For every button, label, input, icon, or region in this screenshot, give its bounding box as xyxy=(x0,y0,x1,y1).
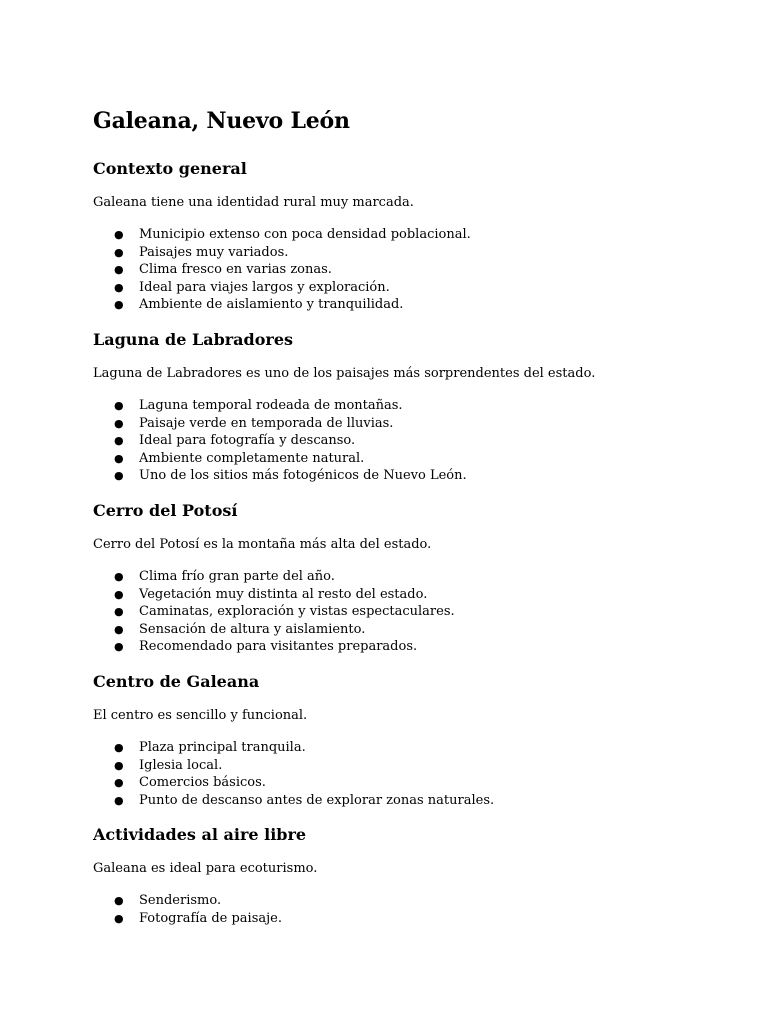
list-item xyxy=(93,226,708,244)
list-item xyxy=(93,415,708,433)
section-heading: Contexto general xyxy=(93,159,247,178)
bullet-icon: ● xyxy=(114,758,124,772)
list-item xyxy=(93,261,708,279)
section-heading: Cerro del Potosí xyxy=(93,500,238,520)
list-item xyxy=(93,757,708,775)
bullet-list xyxy=(93,568,708,656)
bullet-icon: ● xyxy=(114,416,124,430)
list-item xyxy=(93,792,708,810)
list-item-text: Clima fresco en varias zonas. xyxy=(139,262,332,278)
list-item xyxy=(93,910,708,928)
bullet-icon: ● xyxy=(114,469,124,483)
list-item-text: Ambiente completamente natural. xyxy=(139,450,365,466)
document-body xyxy=(93,158,708,927)
list-item-text: Laguna temporal rodeada de montañas. xyxy=(139,397,403,413)
document-section xyxy=(93,671,708,809)
bullet-icon: ● xyxy=(114,245,124,259)
bullet-icon: ● xyxy=(114,911,124,925)
list-item-text: Ideal para fotografía y descanso. xyxy=(139,433,356,449)
list-item-text: Ambiente de aislamiento y tranquilidad. xyxy=(139,297,404,313)
section-heading: Centro de Galeana xyxy=(93,671,260,691)
section-heading: Laguna de Labradores xyxy=(93,329,294,349)
bullet-list xyxy=(93,226,708,314)
list-item-text: Iglesia local. xyxy=(139,757,223,773)
document-section xyxy=(93,158,708,314)
list-item xyxy=(93,432,708,450)
bullet-icon: ● xyxy=(114,793,124,807)
bullet-icon: ● xyxy=(114,298,124,312)
bullet-list xyxy=(93,739,708,809)
list-item-text: Punto de descanso antes de explorar zonas naturales. xyxy=(139,792,495,808)
list-item-text: Plaza principal tranquila. xyxy=(139,739,306,755)
document-section xyxy=(93,329,708,485)
list-item xyxy=(93,397,708,415)
section-intro: Galeana tiene una identidad rural muy marcada. xyxy=(93,195,414,210)
bullet-icon: ● xyxy=(114,640,124,654)
list-item-text: Ideal para viajes largos y exploración. xyxy=(139,279,390,295)
document-section xyxy=(93,824,708,927)
document-title: Galeana, Nuevo León xyxy=(93,108,350,134)
bullet-list xyxy=(93,397,708,485)
list-item-text: Paisaje verde en temporada de lluvias. xyxy=(139,415,394,431)
section-intro: Cerro del Potosí es la montaña más alta del estado. xyxy=(93,536,432,552)
list-item xyxy=(93,586,708,604)
list-item xyxy=(93,603,708,621)
list-item xyxy=(93,568,708,586)
list-item xyxy=(93,892,708,910)
document-section xyxy=(93,500,708,656)
section-intro: El centro es sencillo y funcional. xyxy=(93,707,308,723)
bullet-icon: ● xyxy=(114,263,124,277)
section-heading: Actividades al aire libre xyxy=(93,825,307,845)
bullet-icon: ● xyxy=(114,280,124,294)
bullet-icon: ● xyxy=(114,894,124,908)
list-item-text: Fotografía de paisaje. xyxy=(139,910,282,926)
section-intro: Laguna de Labradores es uno de los paisajes más sorprendentes del estado. xyxy=(93,365,596,381)
bullet-icon: ● xyxy=(114,622,124,636)
list-item-text: Senderismo. xyxy=(139,893,222,909)
list-item-text: Sensación de altura y aislamiento. xyxy=(139,621,366,637)
list-item xyxy=(93,450,708,468)
list-item xyxy=(93,739,708,757)
list-item-text: Caminatas, exploración y vistas espectaculares. xyxy=(139,604,455,620)
list-item xyxy=(93,244,708,262)
bullet-icon: ● xyxy=(114,587,124,601)
bullet-icon: ● xyxy=(114,451,124,465)
list-item-text: Comercios básicos. xyxy=(139,775,266,791)
list-item xyxy=(93,638,708,656)
list-item-text: Vegetación muy distinta al resto del estado. xyxy=(139,586,428,602)
list-item xyxy=(93,467,708,485)
list-item-text: Paisajes muy variados. xyxy=(139,244,289,260)
bullet-icon: ● xyxy=(114,228,124,241)
list-item xyxy=(93,296,708,314)
list-item-text: Clima frío gran parte del año. xyxy=(139,568,335,584)
bullet-icon: ● xyxy=(114,434,124,448)
bullet-icon: ● xyxy=(114,776,124,790)
list-item-text: Uno de los sitios más fotogénicos de Nuevo León. xyxy=(139,468,467,484)
list-item-text: Recomendado para visitantes preparados. xyxy=(139,639,418,655)
bullet-list xyxy=(93,892,708,927)
bullet-icon: ● xyxy=(114,605,124,619)
list-item xyxy=(93,279,708,297)
bullet-icon: ● xyxy=(114,569,124,583)
bullet-icon: ● xyxy=(114,740,124,754)
list-item-text: Municipio extenso con poca densidad poblacional. xyxy=(139,227,471,242)
list-item xyxy=(93,621,708,639)
list-item xyxy=(93,774,708,792)
section-intro: Galeana es ideal para ecoturismo. xyxy=(93,861,318,877)
bullet-icon: ● xyxy=(114,398,124,412)
